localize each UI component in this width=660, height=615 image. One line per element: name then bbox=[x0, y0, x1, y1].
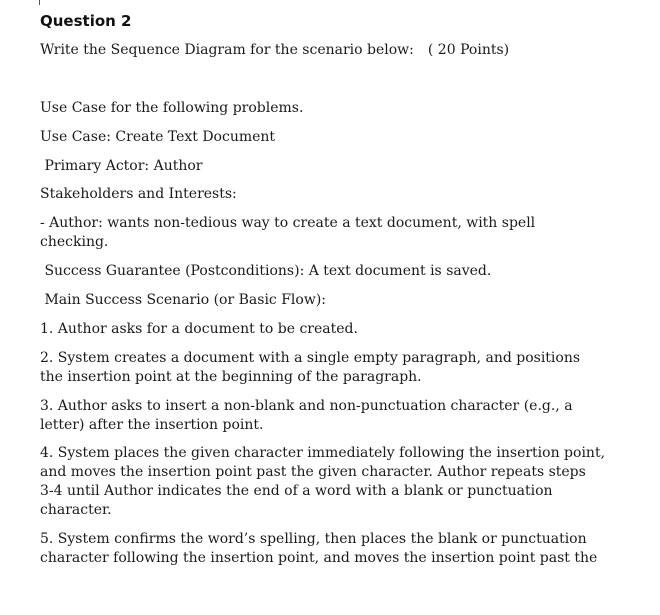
primary-actor: Primary Actor: Author bbox=[40, 158, 203, 174]
scenario-step-3 bbox=[40, 397, 625, 435]
question-heading: Question 2 bbox=[40, 12, 132, 30]
question-points: ( 20 Points) bbox=[427, 42, 510, 58]
scenario-step-1 bbox=[40, 320, 625, 339]
scenario-step-2 bbox=[40, 349, 625, 387]
step-line: character following the insertion point, and moves the insertion point past the bbox=[40, 550, 598, 566]
step-line: and moves the insertion point past the given character. Author repeats steps bbox=[40, 464, 586, 480]
step-line: 4. System places the given character immediately following the insertion point, bbox=[40, 445, 606, 461]
question-instruction: Write the Sequence Diagram for the scenario below: bbox=[40, 42, 414, 58]
step-line: character. bbox=[40, 502, 112, 518]
page-edge-mark bbox=[39, 0, 40, 5]
scenario-step-5 bbox=[40, 530, 625, 568]
stakeholder-author bbox=[40, 214, 625, 252]
scenario-step-4 bbox=[40, 444, 625, 520]
step-line: 5. System confirms the word’s spelling, then places the blank or punctuation bbox=[40, 531, 587, 547]
step-line: 2. System creates a document with a single empty paragraph, and positions bbox=[40, 350, 581, 366]
question-instruction-line bbox=[40, 41, 509, 60]
stakeholder-author-line: checking. bbox=[40, 234, 109, 250]
stakeholders-heading: Stakeholders and Interests: bbox=[40, 186, 237, 202]
success-guarantee: Success Guarantee (Postconditions): A text document is saved. bbox=[40, 263, 492, 279]
main-scenario-heading: Main Success Scenario (or Basic Flow): bbox=[40, 292, 327, 308]
step-line: 3. Author asks to insert a non-blank and non-punctuation character (e.g., a bbox=[40, 398, 573, 414]
step-line: 3-4 until Author indicates the end of a word with a blank or punctuation bbox=[40, 483, 553, 499]
use-case-intro: Use Case for the following problems. bbox=[40, 100, 304, 116]
step-line: the insertion point at the beginning of the paragraph. bbox=[40, 369, 422, 385]
stakeholder-author-line: - Author: wants non-tedious way to create a text document, with spell bbox=[40, 215, 536, 231]
step-line: 1. Author asks for a document to be created. bbox=[40, 321, 358, 337]
step-line: letter) after the insertion point. bbox=[40, 417, 264, 433]
use-case-title: Use Case: Create Text Document bbox=[40, 129, 276, 145]
